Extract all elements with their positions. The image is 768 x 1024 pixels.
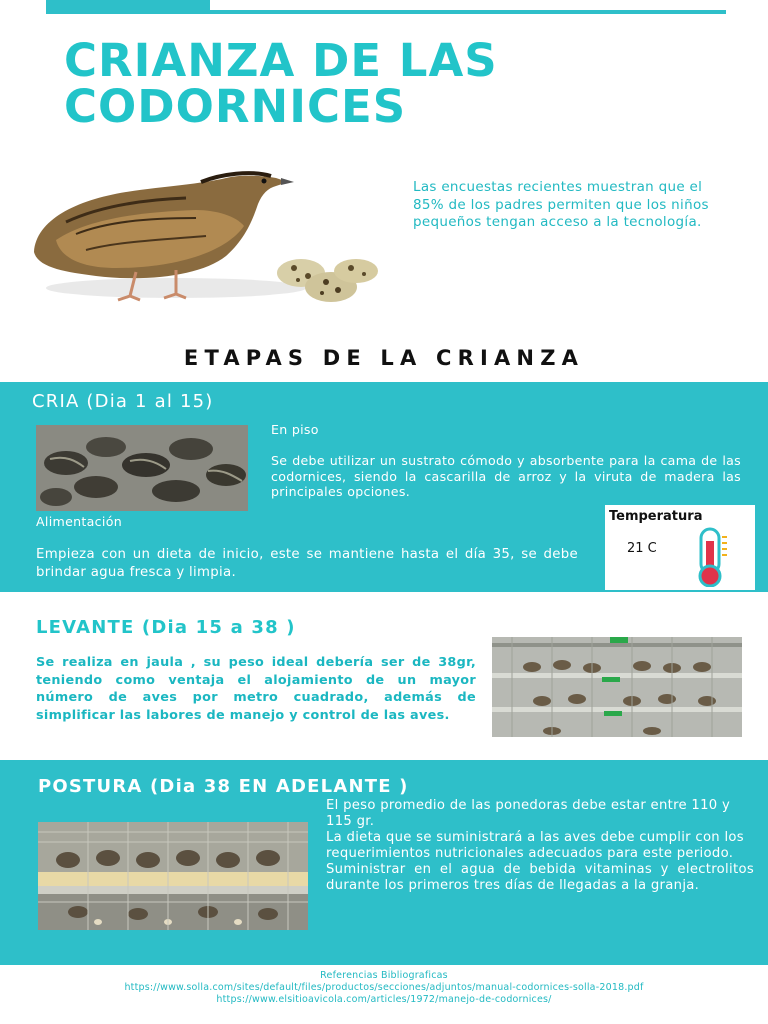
- levante-title: LEVANTE (Dia 15 a 38 ): [36, 617, 296, 638]
- stages-heading: ETAPAS DE LA CRIANZA: [183, 346, 585, 370]
- reference-url-1[interactable]: https://www.solla.com/sites/default/files/productos/secciones/adjuntos/manual-codornices-solla-2018.pdf: [124, 982, 644, 993]
- cria-title: CRIA (Dia 1 al 15): [32, 391, 214, 412]
- cria-feeding-label: Alimentación: [36, 514, 122, 529]
- postura-weight-text: El peso promedio de las ponedoras debe estar entre 110 y 115 gr.: [326, 798, 731, 829]
- cria-substrate-text: Se debe utilizar un sustrato cómodo y absorbente para la cama de las codornices, siendo la cascarilla de arroz y la viruta de madera las principales opciones.: [271, 453, 741, 499]
- postura-diet-text: La dieta que se suministrará a las aves debe cumplir con los requerimientos nutricionales adecuados para este periodo.: [326, 830, 744, 861]
- reference-url-2[interactable]: https://www.elsitioavicola.com/articles/1972/manejo-de-codornices/: [216, 994, 552, 1005]
- quail-and-eggs-photo: [26, 160, 386, 310]
- cages-photo: [492, 637, 742, 737]
- references-label: Referencias Bibliograficas: [320, 970, 448, 981]
- references: [0, 970, 768, 1006]
- title-line-2: CODORNICES: [64, 80, 407, 133]
- top-decorative-bar: [46, 0, 726, 14]
- intro-text: Las encuestas recientes muestran que el 85% de los padres permiten que los niños pequeños tengan acceso a la tecnología.: [413, 179, 709, 230]
- postura-title: POSTURA (Dia 38 EN ADELANTE ): [38, 776, 409, 797]
- title-line-1: CRIANZA DE LAS: [64, 34, 498, 87]
- thermometer-icon: [689, 527, 733, 587]
- levante-text: Se realiza en jaula , su peso ideal debería ser de 38gr, teniendo como ventaja el alojamiento de un mayor número de aves por metro cuadrado, además de simplificar las labores de manejo y control de las aves.: [36, 655, 476, 723]
- postura-text-block: [326, 798, 754, 894]
- cria-floor-text: En piso: [271, 422, 319, 437]
- top-bar-inner: [210, 0, 762, 10]
- cria-feeding-text: Empieza con un dieta de inicio, este se mantiene hasta el día 35, se debe brindar agua fresca y limpia.: [36, 547, 578, 580]
- page-title: [64, 34, 498, 133]
- chicks-photo: [36, 425, 248, 511]
- postura-supplement-text: Suministrar en el agua de bebida vitaminas y electrolitos durante los primeros tres días de llegadas a la granja.: [326, 862, 754, 893]
- temperature-label: Temperatura: [609, 509, 703, 524]
- temperature-value: 21 C: [627, 541, 657, 556]
- temperature-card: [605, 505, 755, 590]
- laying-hens-photo: [38, 822, 308, 930]
